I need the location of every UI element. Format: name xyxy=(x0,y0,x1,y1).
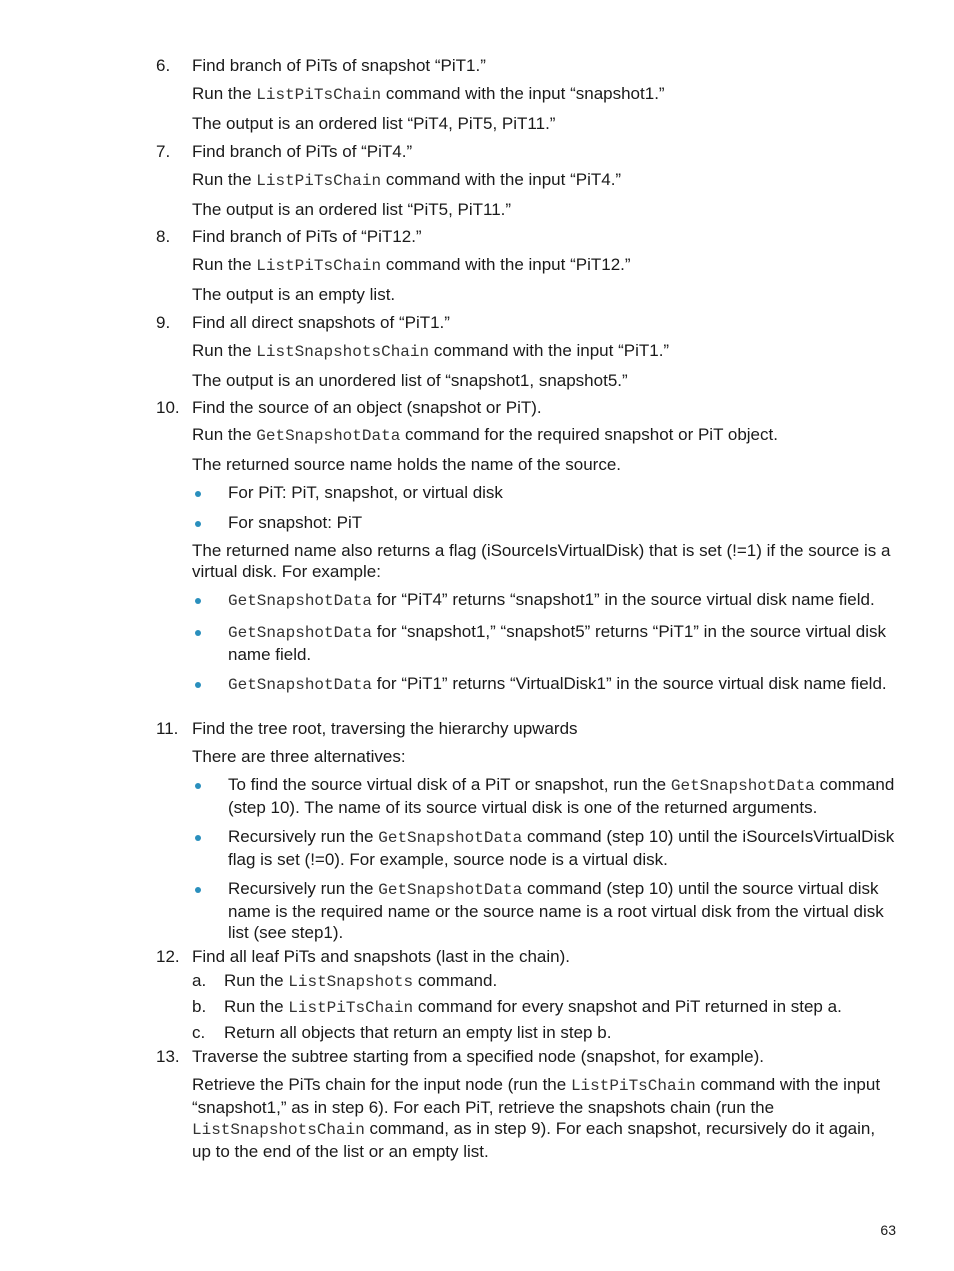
step-title: Find branch of PiTs of “PiT4.” xyxy=(192,142,413,161)
step-title: Find the source of an object (snapshot or PiT). xyxy=(192,398,542,417)
alternatives-intro: There are three alternatives: xyxy=(192,747,406,766)
bullet-icon xyxy=(195,783,201,789)
list-item: GetSnapshotData for “PiT4” returns “snapshot1” in the source virtual disk name field. xyxy=(192,589,896,612)
command-name: GetSnapshotData xyxy=(228,624,373,642)
step-run-line: Run the ListPiTsChain command with the input “PiT12.” xyxy=(192,255,631,275)
command-name: GetSnapshotData xyxy=(378,829,523,847)
step-title: Find branch of PiTs of “PiT12.” xyxy=(192,227,422,246)
command-name: ListSnapshotsChain xyxy=(256,343,430,361)
step-7 xyxy=(156,141,896,220)
list-item: GetSnapshotData for “PiT1” returns “VirtualDisk1” in the source virtual disk name field. xyxy=(192,673,896,696)
step-number: 6. xyxy=(156,56,171,75)
sub-step-a: a. Run the ListSnapshots command. xyxy=(192,971,498,991)
command-name: ListPiTsChain xyxy=(256,257,382,275)
step-run-line: Run the ListPiTsChain command with the input “snapshot1.” xyxy=(192,84,665,104)
list-item: Recursively run the GetSnapshotData command (step 10) until the iSourceIsVirtualDisk flag is set (!=0). For example, source node is a virtual disk. xyxy=(192,826,896,870)
list-item: Recursively run the GetSnapshotData command (step 10) until the source virtual disk name is the required name or the source name is a root virtual disk from the virtual disk list (see step1). xyxy=(192,878,896,943)
step-10 xyxy=(156,397,896,696)
source-description: The returned source name holds the name of the source. xyxy=(192,455,622,474)
step-output: The output is an empty list. xyxy=(192,285,396,304)
sub-step-b: b. Run the ListPiTsChain command for every snapshot and PiT returned in step a. xyxy=(192,997,842,1017)
step-8 xyxy=(156,226,896,305)
step-number: 13. xyxy=(156,1047,180,1066)
step-number: 7. xyxy=(156,142,171,161)
command-name: GetSnapshotData xyxy=(228,676,373,694)
bullet-icon xyxy=(195,521,201,527)
step-title: Find the tree root, traversing the hierarchy upwards xyxy=(192,719,578,738)
step-title: Find branch of PiTs of snapshot “PiT1.” xyxy=(192,56,486,75)
step-number: 11. xyxy=(156,719,179,738)
bullet-icon xyxy=(195,887,201,893)
command-name: ListPiTsChain xyxy=(256,86,382,104)
step-9 xyxy=(156,312,896,391)
step-output: The output is an ordered list “PiT4, PiT5, PiT11.” xyxy=(192,114,556,133)
step-number: 8. xyxy=(156,227,171,246)
step-6 xyxy=(156,55,896,134)
step-output: The output is an ordered list “PiT5, PiT11.” xyxy=(192,200,512,219)
list-item: For PiT: PiT, snapshot, or virtual disk xyxy=(192,482,896,503)
command-name: ListPiTsChain xyxy=(570,1077,696,1095)
command-name: GetSnapshotData xyxy=(670,777,815,795)
traverse-description: Retrieve the PiTs chain for the input node (run the ListPiTsChain command with the input “snapshot1,” as in step 6). For each PiT, retrieve the snapshots chain (run the ListSnapshotsChain command, as in step 9). For each snapshot, recursively do it again, up to the end of the list or an empty list. xyxy=(192,1075,881,1161)
step-title: Find all leaf PiTs and snapshots (last in the chain). xyxy=(192,947,570,966)
step-12 xyxy=(156,946,896,1043)
sub-step-c: c. Return all objects that return an empty list in step b. xyxy=(192,1023,612,1042)
step-number: 10. xyxy=(156,398,180,417)
step-number: 9. xyxy=(156,313,171,332)
page-number: 63 xyxy=(880,1222,896,1238)
command-name: ListSnapshots xyxy=(288,973,414,991)
list-item: GetSnapshotData for “snapshot1,” “snapshot5” returns “PiT1” in the source virtual disk name field. xyxy=(192,621,896,665)
step-11 xyxy=(156,718,896,943)
command-name: GetSnapshotData xyxy=(228,592,373,610)
bullet-icon xyxy=(195,630,201,636)
step-run-line: Run the ListSnapshotsChain command with the input “PiT1.” xyxy=(192,341,670,361)
step-title: Find all direct snapshots of “PiT1.” xyxy=(192,313,450,332)
step-run-line: Run the ListPiTsChain command with the input “PiT4.” xyxy=(192,170,622,190)
command-name: GetSnapshotData xyxy=(256,427,401,445)
command-name: GetSnapshotData xyxy=(378,881,523,899)
bullet-icon xyxy=(195,835,201,841)
bullet-icon xyxy=(195,598,201,604)
flag-description: The returned name also returns a flag (iSourceIsVirtualDisk) that is set (!=1) if the source is a virtual disk. For example: xyxy=(192,541,891,581)
bullet-icon xyxy=(195,491,201,497)
list-item: To find the source virtual disk of a PiT or snapshot, run the GetSnapshotData command (step 10). The name of its source virtual disk is one of the returned arguments. xyxy=(192,774,896,818)
command-name: ListPiTsChain xyxy=(288,999,414,1017)
step-title: Traverse the subtree starting from a specified node (snapshot, for example). xyxy=(192,1047,764,1066)
step-13 xyxy=(156,1046,896,1162)
bullet-icon xyxy=(195,682,201,688)
step-number: 12. xyxy=(156,947,180,966)
list-item: For snapshot: PiT xyxy=(192,512,896,533)
command-name: ListPiTsChain xyxy=(256,172,382,190)
step-output: The output is an unordered list of “snapshot1, snapshot5.” xyxy=(192,371,628,390)
command-name: ListSnapshotsChain xyxy=(192,1121,365,1139)
step-run-line: Run the GetSnapshotData command for the required snapshot or PiT object. xyxy=(192,425,778,445)
